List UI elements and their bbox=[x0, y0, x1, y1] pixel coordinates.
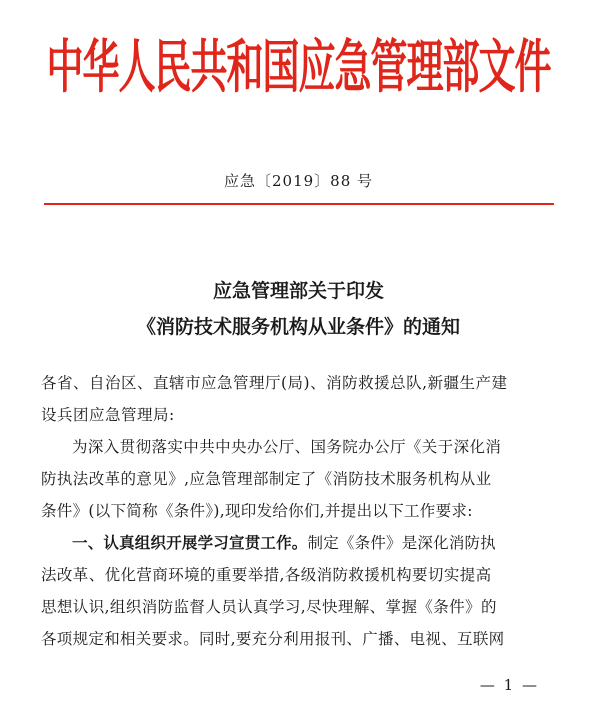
masthead-title: 中华人民共和国应急管理部文件 bbox=[46, 34, 551, 101]
page-number: — 1 — bbox=[479, 676, 539, 694]
paragraph-1-line-3: 条件》(以下简称《条件》),现印发给你们,并提出以下工作要求: bbox=[41, 502, 473, 520]
paragraph-1-line-2: 防执法改革的意见》,应急管理部制定了《消防技术服务机构从业 bbox=[41, 470, 492, 488]
document-number: 应急〔2019〕88 号 bbox=[223, 172, 374, 190]
paragraph-2-line-4: 各项规定和相关要求。同时,要充分利用报刊、广播、电视、互联网 bbox=[41, 630, 505, 648]
red-divider-line bbox=[44, 203, 554, 205]
addressee-line-2: 设兵团应急管理局: bbox=[41, 406, 175, 424]
paragraph-1-line-1: 为深入贯彻落实中共中央办公厅、国务院办公厅《关于深化消 bbox=[72, 438, 502, 456]
paragraph-2-line-1-text: 制定《条件》是深化消防执 bbox=[307, 534, 496, 552]
addressee-line-1: 各省、自治区、直辖市应急管理厅(局)、消防救援总队,新疆生产建 bbox=[41, 374, 508, 392]
paragraph-2-line-2: 法改革、优化营商环境的重要举措,各级消防救援机构要切实提高 bbox=[41, 566, 492, 584]
paragraph-2-line-3: 思想认识,组织消防监督人员认真学习,尽快理解、掌握《条件》的 bbox=[41, 598, 497, 616]
paragraph-2-line-1 bbox=[72, 533, 592, 553]
notice-title-line-2: 《消防技术服务机构从业条件》的通知 bbox=[136, 316, 460, 338]
notice-title-line-1: 应急管理部关于印发 bbox=[212, 280, 384, 302]
section-heading-1: 一、认真组织开展学习宣贯工作。 bbox=[72, 534, 308, 552]
